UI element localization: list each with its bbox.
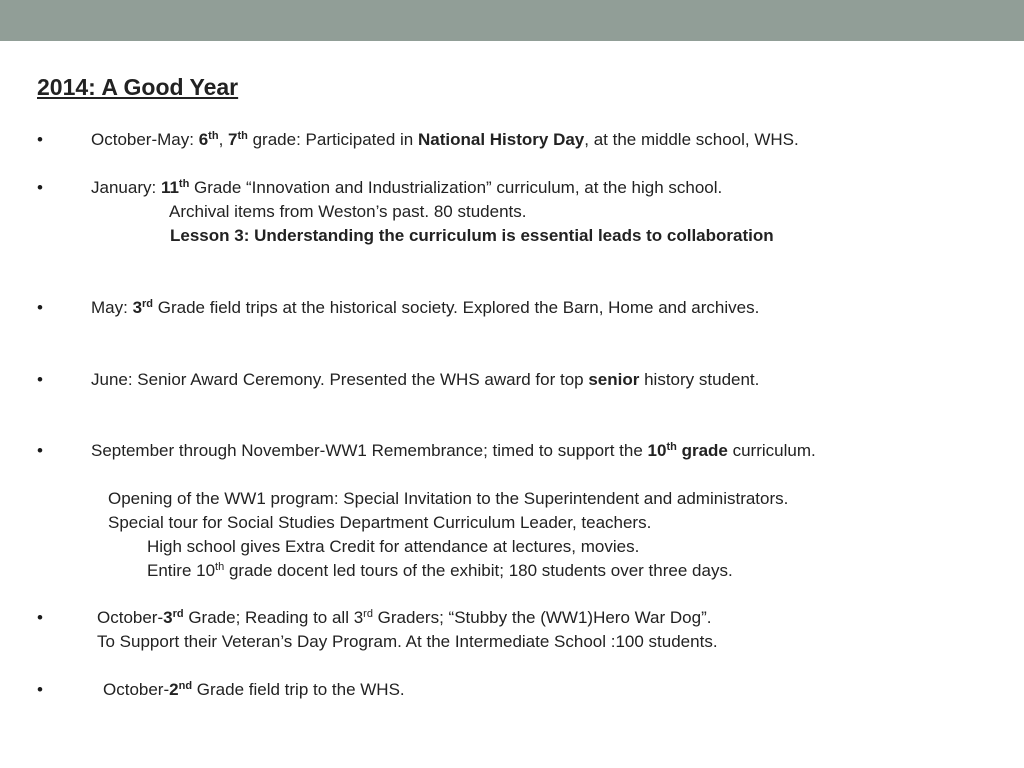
item-may: May: 3rd Grade field trips at the historical society. Explored the Barn, Home and archives. (91, 298, 760, 317)
september-docent-line: Entire 10th grade docent led tours of the exhibit; 180 students over three days. (147, 561, 733, 580)
bullet: • (37, 178, 43, 197)
bullet: • (37, 441, 43, 460)
october-veterans-line: To Support their Veteran’s Day Program. At the Intermediate School :100 students. (97, 632, 718, 651)
top-accent-bar (0, 0, 1024, 41)
bullet: • (37, 608, 43, 627)
january-archival-line: Archival items from Weston’s past. 80 students. (169, 202, 527, 221)
january-lesson-line: Lesson 3: Understanding the curriculum is essential leads to collaboration (170, 226, 774, 245)
bullet: • (37, 680, 43, 699)
slide-title: 2014: A Good Year (37, 74, 239, 100)
item-october-third-grade: October-3rd Grade; Reading to all 3rd Graders; “Stubby the (WW1)Hero War Dog”. (97, 608, 712, 627)
item-september: September through November-WW1 Remembrance; timed to support the 10th grade curriculum. (91, 441, 816, 460)
item-october-second-grade: October-2nd Grade field trip to the WHS. (103, 680, 405, 699)
september-opening-line: Opening of the WW1 program: Special Invitation to the Superintendent and administrators. (108, 489, 789, 508)
bullet: • (37, 130, 43, 149)
item-january: January: 11th Grade “Innovation and Industrialization” curriculum, at the high school. (91, 178, 723, 197)
september-tour-line: Special tour for Social Studies Department Curriculum Leader, teachers. (108, 513, 652, 532)
bullet: • (37, 298, 43, 317)
september-credit-line: High school gives Extra Credit for attendance at lectures, movies. (147, 537, 640, 556)
bullet: • (37, 370, 43, 389)
item-october-may: October-May: 6th, 7th grade: Participated in National History Day, at the middle school, WHS. (91, 130, 799, 149)
item-june: June: Senior Award Ceremony. Presented the WHS award for top senior history student. (91, 370, 760, 389)
